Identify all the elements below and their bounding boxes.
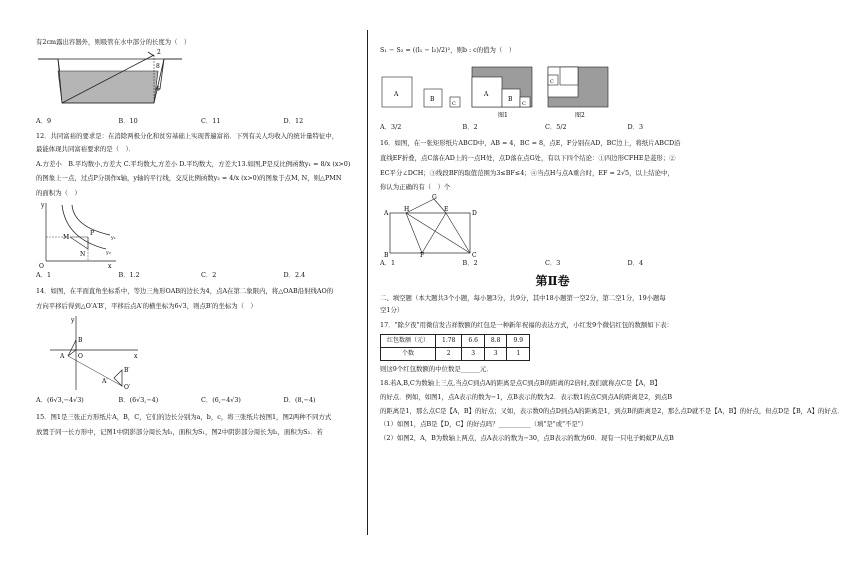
q11-option-c[interactable]: C．11 [201, 116, 221, 125]
label-6: 6 [156, 85, 160, 93]
table-row [381, 334, 530, 347]
svg-text:M: M [63, 234, 70, 242]
q18-line3: 的距离是1，那么点C是【A，B】的好点；又如，表示数0的点D到点A的距离是1，到点B的距离是2，那么点D就不是【A，B】的好点，但点D是【B，A】的好点． [380, 406, 844, 415]
table-cell: 9.9 [507, 334, 530, 347]
fill-header: 二、填空题（本大题共3个小题，每小题3分，共9分，其中18小题第一空2分，第二空1分，19小题每 [380, 293, 666, 302]
q17-table [380, 334, 530, 361]
q11-option-b[interactable]: B．10 [118, 116, 138, 125]
table-cell: 红包数额（元） [381, 334, 436, 347]
q16-line1: 16．如图，在一张矩形纸片ABCD中，AB = 4，BC = 8，点E，F分别在AD，BC边上，将纸片ABCD沿 [380, 139, 681, 148]
q15-option-b[interactable]: B．2 [462, 122, 478, 131]
q17-line1: 17．"除夕夜"用微信发吉祥数额的红包是一种新年祝福的表达方式，小红发9个微信红包的数额如下表： [380, 320, 673, 329]
table-cell: 6.6 [462, 334, 485, 347]
q13-line2: 的图象上一点，过点P分别作x轴，y轴的平行线，交反比例函数y₂ = 4/x (x>0)的图象于点M, N，则△PMN [36, 174, 342, 183]
fill-header-cont: 空1分） [380, 306, 404, 315]
svg-text:E: E [444, 205, 449, 213]
q14-option-b[interactable]: B．(6√3,−4) [118, 396, 159, 405]
q14-option-d[interactable]: D．(8,−4) [283, 396, 316, 405]
q12-line2: 最能体现共同富裕要求的是（ ）． [36, 144, 136, 153]
q15-option-a[interactable]: A．3/2 [380, 122, 402, 131]
container-straw-figure [36, 48, 196, 113]
svg-text:A: A [484, 90, 489, 98]
q14-graph [46, 314, 146, 392]
fig1-label: 图1 [498, 111, 508, 119]
table-cell: 2 [436, 347, 462, 360]
svg-text:F: F [420, 251, 425, 259]
q18-sub2: （2）如图2，A，B为数轴上两点，点A表示的数为−30，点B表示的数为60．现有一只电子蚂蚁P从点B [380, 433, 674, 442]
left-column [36, 38, 381, 436]
right-column [380, 46, 844, 443]
table-cell: 个数 [381, 347, 436, 360]
q12-line1: 12．共同富裕的要求是：在消除两极分化和贫穷基础上实现普遍富裕．下列有关人均收入的统计量特征中， [36, 132, 339, 141]
q17-end: 则这9个红包数额的中位数是______元． [380, 364, 493, 373]
q16-line4: 你认为正确的有（ ）个 [380, 183, 451, 192]
q13-option-c[interactable]: C．2 [201, 271, 217, 280]
svg-text:A: A [384, 209, 389, 217]
table-row [381, 347, 530, 360]
q14-options [36, 396, 366, 405]
svg-text:D: D [472, 209, 477, 217]
svg-text:x: x [134, 353, 138, 361]
svg-text:B: B [508, 95, 513, 103]
table-cell: 8.8 [484, 334, 507, 347]
svg-text:C: C [522, 100, 526, 107]
q16-option-a[interactable]: A．1 [380, 258, 396, 267]
q15-option-d[interactable]: D．3 [627, 122, 644, 131]
table-cell: 3 [462, 347, 485, 360]
q16-line3: EC平分∠DCH；③线段BF的取值范围为3≤BF≤4；④当点H与点A重合时，EF = 2√5，以上结论中， [380, 168, 674, 177]
q14-line2: 方向平移后得到△O′A′B′，平移后点A′的横坐标为6√3，则点B′的坐标为（ ） [36, 301, 257, 310]
svg-text:y₁: y₁ [111, 235, 116, 242]
q11-option-d[interactable]: D．12 [283, 116, 304, 125]
svg-text:H: H [404, 205, 410, 213]
svg-text:O: O [78, 353, 83, 361]
q15-option-c[interactable]: C．5/2 [545, 122, 567, 131]
label-2: 2 [157, 48, 161, 56]
q16-option-d[interactable]: D．4 [627, 258, 644, 267]
q16-figure [382, 195, 482, 257]
q13-line3: 的面积为（ ） [36, 188, 81, 197]
q13-option-b[interactable]: B．1.2 [118, 271, 140, 280]
q18-line2: 的好点．例如，如图1，点A表示的数为−1，点B表示的数为2．表示数1的点C到点A的距离是2，到点B [380, 393, 673, 402]
q11-options [36, 117, 366, 126]
svg-text:O′: O′ [124, 384, 131, 392]
svg-text:A′: A′ [102, 378, 108, 386]
svg-text:x: x [108, 263, 112, 271]
svg-text:A: A [394, 90, 399, 98]
table-cell: 1 [507, 347, 530, 360]
q18-sub1: （1）如图1，点B是【D，C】的好点吗？__________（填"是"或"不是"） [380, 420, 588, 429]
q14-option-c[interactable]: C．(6,−4√3) [201, 396, 241, 405]
svg-text:O: O [39, 263, 44, 271]
q13-option-a[interactable]: A．1 [36, 271, 52, 280]
q16-options [380, 259, 710, 268]
section-title: 第Ⅱ卷 [535, 274, 570, 289]
q14-option-a[interactable]: A．(6√3,−4√3) [36, 396, 84, 405]
svg-text:B′: B′ [124, 367, 130, 375]
svg-text:y: y [71, 317, 75, 325]
svg-text:N: N [80, 251, 86, 259]
q13-graph [36, 199, 126, 269]
svg-text:y₂: y₂ [106, 250, 111, 257]
svg-text:C: C [472, 251, 477, 259]
q11-option-a[interactable]: A．9 [36, 116, 52, 125]
svg-text:B: B [78, 337, 83, 345]
q11-continuation: 有2cm露出容器外，则吸管在水中部分的长度为（ ） [36, 38, 191, 46]
q14-line1: 14．如图，在平面直角坐标系中，等边三角形OAB的边长为4，点A在第二象限内，将△OAB沿射线AO的 [36, 287, 334, 296]
q15-continuation: S₁ − S₂ = ((l₁ − l₂)/2)²，则b : c的值为（ ） [380, 46, 516, 54]
q16-option-b[interactable]: B．2 [462, 258, 478, 267]
svg-text:C: C [452, 100, 456, 107]
q15-line1: 15．图1是三张正方形纸片A，B，C，它们的边长分别为a，b，c，将三张纸片按图1，图2两种不同方式 [36, 413, 332, 422]
q12-options-q13-start: A.方差小 B.平均数小,方差大 C.平均数大,方差小 D.平均数大，方差大13.如图,P是反比例函数y₁ = 8/x (x>0) [36, 159, 351, 168]
q13-option-d[interactable]: D．2.4 [283, 271, 306, 280]
svg-text:B: B [384, 251, 389, 259]
q15-line2: 放置于同一长方形中，记图1中阴影部分周长为l₁，面积为S₁，图2中阴影部分周长为l₂，面积为S₂．若 [36, 427, 323, 436]
label-8: 8 [156, 62, 160, 70]
q15-options [380, 123, 710, 132]
table-cell: 3 [484, 347, 507, 360]
q13-options [36, 271, 366, 280]
q16-option-c[interactable]: C．3 [545, 258, 561, 267]
svg-text:A: A [60, 353, 65, 361]
q15-figures [380, 61, 640, 121]
fig2-label: 图2 [575, 111, 585, 119]
q18-line1: 18.若A,B,C为数轴上三点,当点C到点A的距离是点C到点B的距离的2倍时,我们就称点C是【A，B】 [380, 379, 661, 388]
q16-line2: 直线EF折叠，点C落在AD上的一点H处，点D落在点G处，有以下四个结论：①四边形CFHE是菱形；② [380, 153, 676, 162]
svg-text:P: P [90, 230, 95, 238]
table-cell: 1.78 [436, 334, 462, 347]
svg-text:G: G [432, 193, 437, 201]
svg-text:C: C [550, 78, 554, 85]
svg-text:y: y [41, 202, 45, 210]
svg-text:B: B [430, 95, 435, 103]
